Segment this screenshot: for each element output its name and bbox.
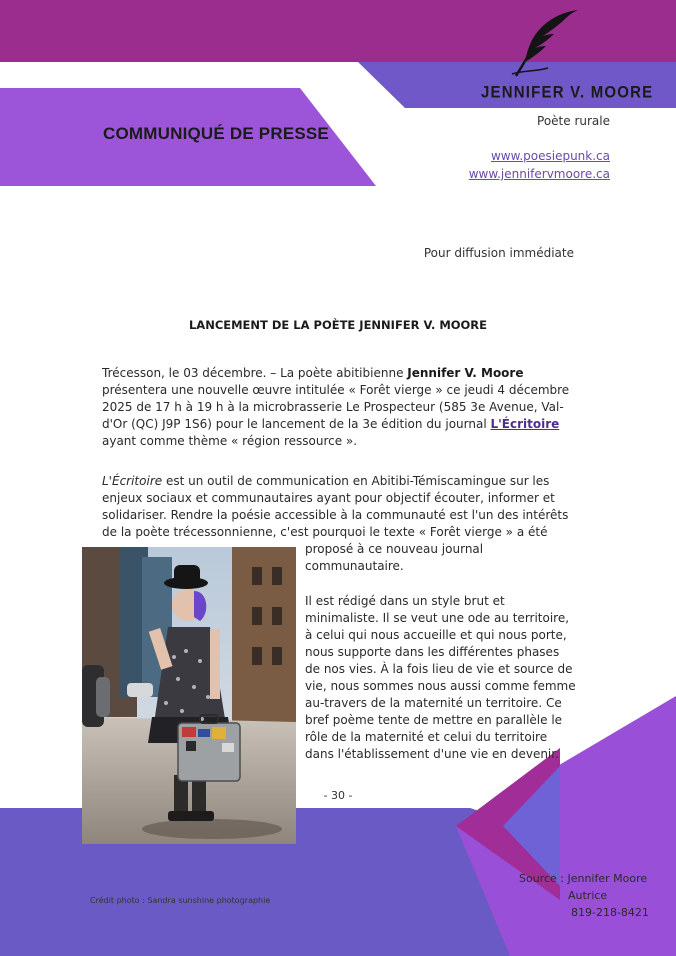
paragraph-ecritoire: L'Écritoire est un outil de communication en Abitibi-Témiscamingue sur les enjeux sociaux et communautaires ayant pour objectif écouter, informer et solidariser. Rendre la poésie accessible à la communauté est l'un des intérêts de la poète trécessonnienne, c'est pourquoi le texte « Forêt vierge » a été <box>102 474 569 539</box>
source-role: Autrice <box>568 889 608 902</box>
page-title: COMMUNIQUÉ DE PRESSE <box>103 124 329 143</box>
source-line: Source : Jennifer Moore <box>519 872 648 885</box>
release-notice: Pour diffusion immédiate <box>423 246 574 260</box>
photo-credit: Crédit photo : Sandra sunshine photographie <box>90 896 271 905</box>
end-marker: - 30 - <box>323 789 353 802</box>
poet-name: Jennifer V. Moore <box>407 366 524 380</box>
headline: LANCEMENT DE LA POÈTE JENNIFER V. MOORE <box>188 318 488 332</box>
source-block <box>519 870 649 921</box>
ecritoire-link[interactable]: L'Écritoire <box>490 417 560 431</box>
website-link-poesiepunk[interactable]: www.poesiepunk.ca <box>490 149 610 163</box>
author-role: Poète rurale <box>537 114 610 128</box>
paragraph-intro: Trécesson, le 03 décembre. – La poète abitibienne Jennifer V. Moore présentera une nouvelle œuvre intitulée « Forêt vierge » ce jeudi 4 décembre 2025 de 17 h à 19 h à la microbrasserie Le Prospecteur (585 3e Avenue, Val-d'Or (QC) J9P 1S6) pour le lancement de la 3e édition du journal L'Écritoire ayant comme thème « région ressource ». <box>102 366 570 448</box>
website-link-jennifervmoore[interactable]: www.jennifervmoore.ca <box>468 167 610 181</box>
column-text-2: Il est rédigé dans un style brut et minimaliste. Il se veut une ode au territoire, à celui qui nous accueille et qui nous porte, nous supporte dans les différentes phases de nos vies. À la fois lieu de vie et source de vie, nous sommes nous aussi comme femme au-travers de la maternité un territoire. Ce bref poème tente de mettre en parallèle le rôle de la maternité et celui du territoire dans l'établissement d'une vie en devenir. <box>305 594 576 761</box>
quill-feather-icon <box>508 8 584 80</box>
brand-name: JENNIFER V. MOORE <box>481 83 654 102</box>
source-phone: 819-218-8421 <box>571 906 649 919</box>
journal-name: L'Écritoire <box>102 474 163 488</box>
column-text-1: proposé à ce nouveau journal communautaire. <box>305 542 484 573</box>
